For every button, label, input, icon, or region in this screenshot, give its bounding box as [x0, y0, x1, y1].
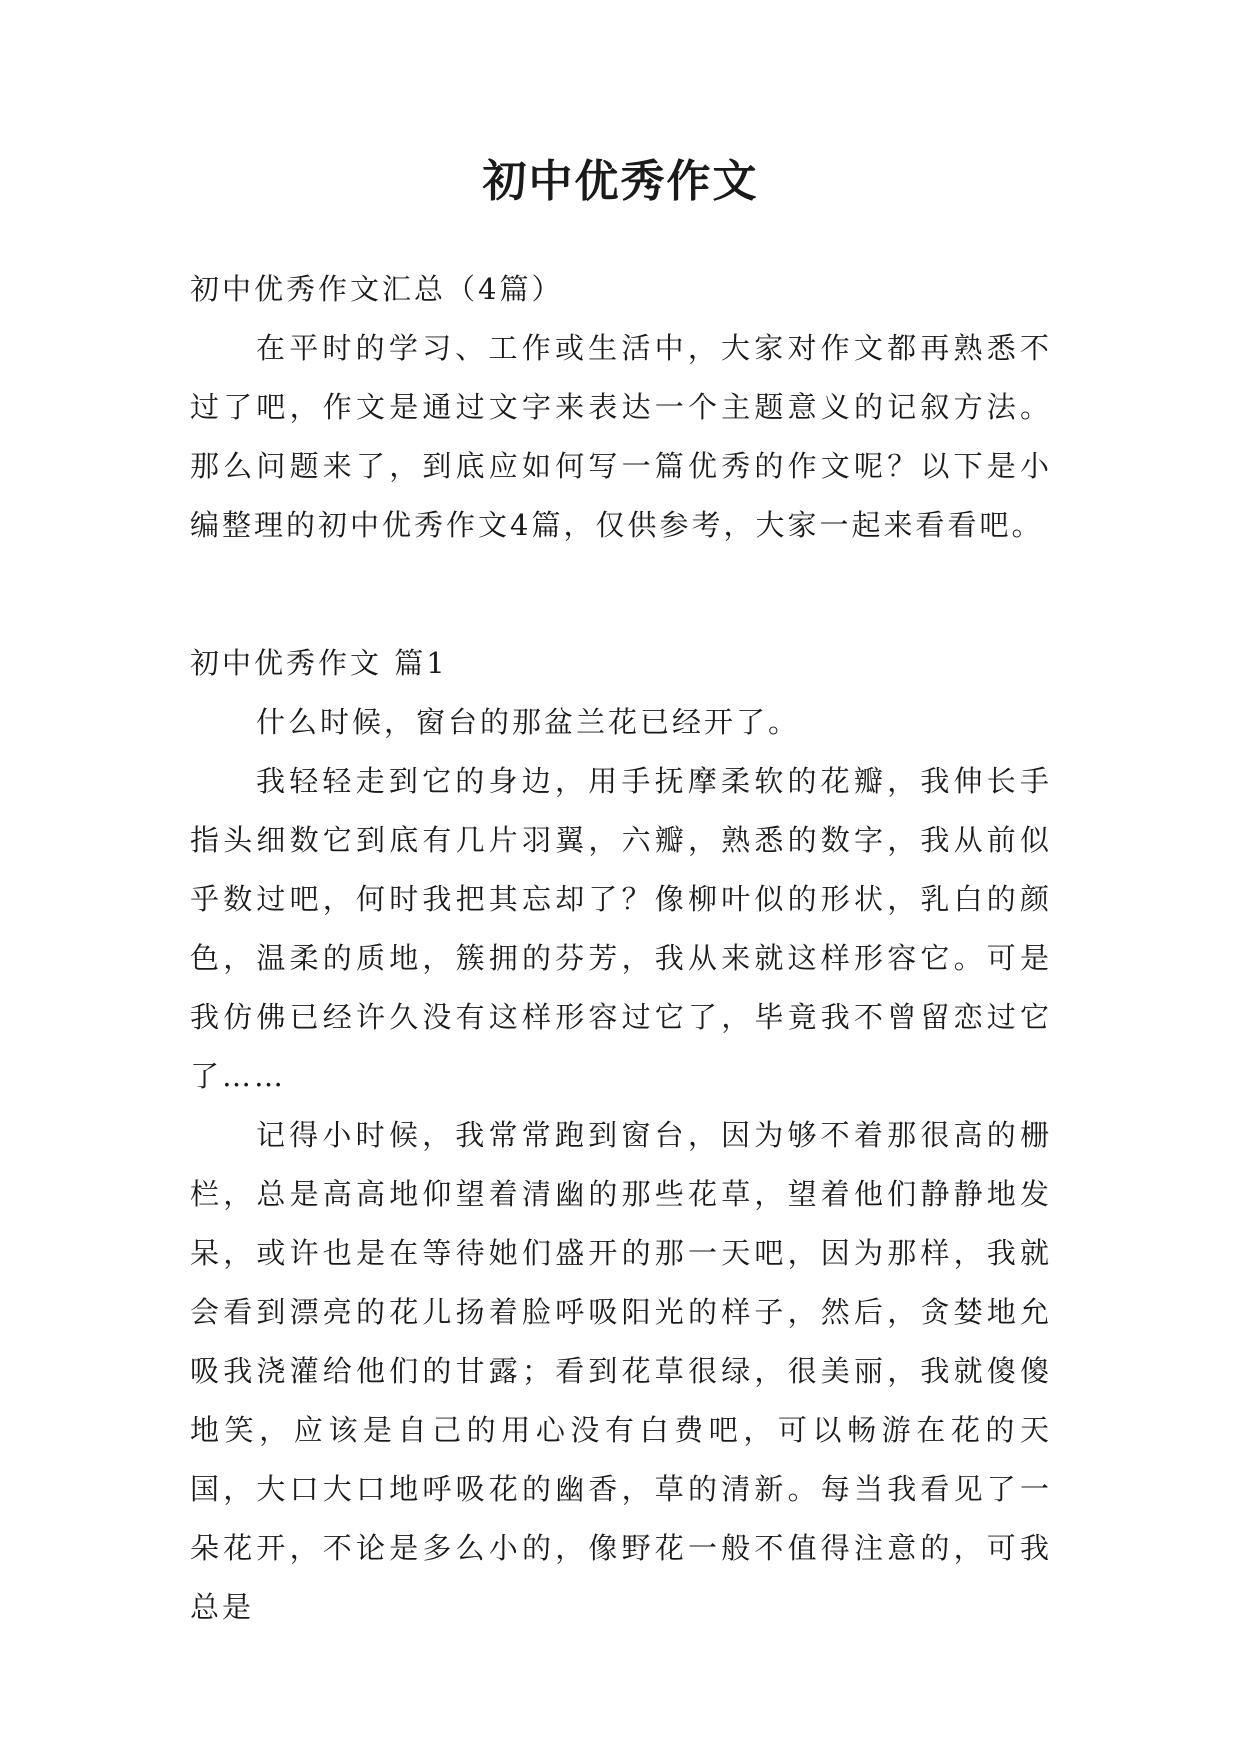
article-paragraph-2: 我轻轻走到它的身边，用手抚摩柔软的花瓣，我伸长手指头细数它到底有几片羽翼，六瓣，熟悉的数字，我从前似乎数过吧，何时我把其忘却了？像柳叶似的形状，乳白的颜色，温柔的质地，簇拥的芬芳，我从来就这样形容它。可是我仿佛已经许久没有这样形容过它了，毕竟我不曾留恋过它了…… [190, 764, 1052, 1093]
intro-paragraph: 在平时的学习、工作或生活中，大家对作文都再熟悉不过了吧，作文是通过文字来表达一个主题意义的记叙方法。那么问题来了，到底应如何写一篇优秀的作文呢？以下是小编整理的初中优秀作文4篇，仅供参考，大家一起来看看吧。 [190, 331, 1052, 542]
article-paragraph-1: 什么时候，窗台的那盆兰花已经开了。 [256, 705, 801, 739]
article-section [190, 634, 1052, 1637]
article-paragraph-3: 记得小时候，我常常跑到窗台，因为够不着那很高的栅栏，总是高高地仰望着清幽的那些花草，望着他们静静地发呆，或许也是在等待她们盛开的那一天吧，因为那样，我就会看到漂亮的花儿扬着脸呼吸阳光的样子，然后，贪婪地允吸我浇灌给他们的甘露；看到花草很绿，很美丽，我就傻傻地笑，应该是自己的用心没有白费吧，可以畅游在花的天国，大口大口地呼吸花的幽香，草的清新。每当我看见了一朵花开，不论是多么小的，像野花一般不值得注意的，可我总是 [190, 1118, 1052, 1624]
article-heading: 初中优秀作文 篇1 [190, 646, 448, 680]
summary-heading: 初中优秀作文汇总（4篇） [190, 272, 564, 306]
document-title: 初中优秀作文 [482, 156, 759, 207]
summary-section [190, 260, 1052, 555]
